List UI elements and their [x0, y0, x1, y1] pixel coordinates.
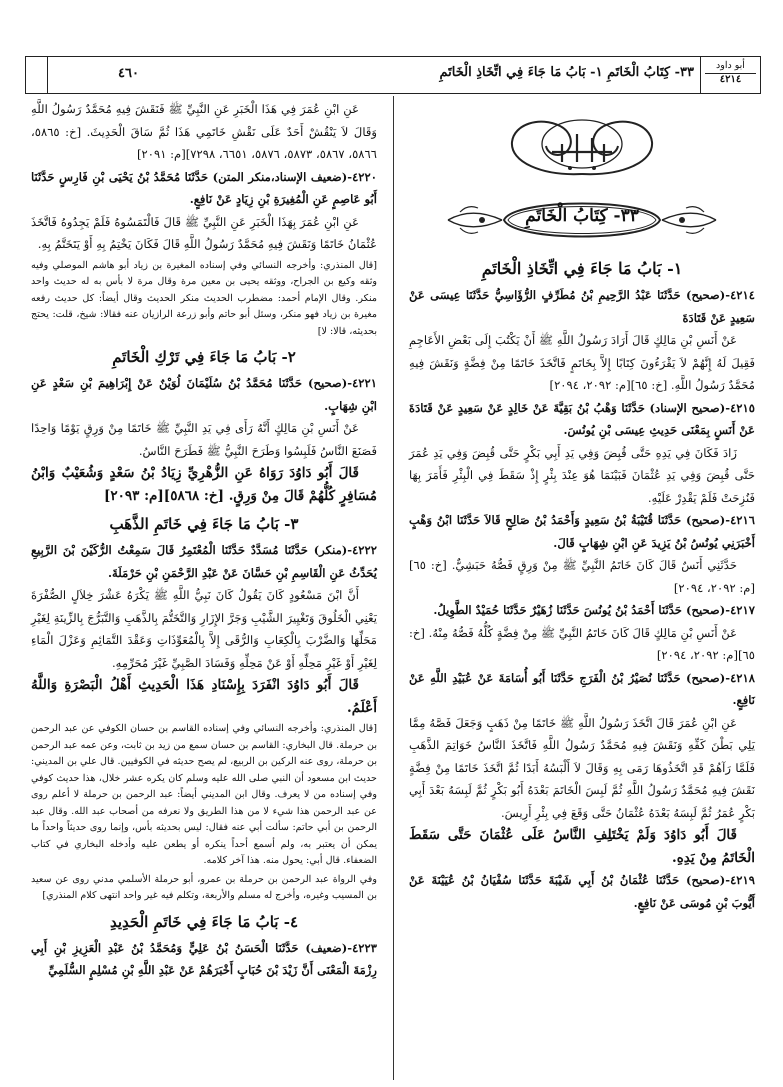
column-divider	[393, 96, 394, 1080]
running-title: ٣٣- كِتَابُ الْخَاتَمِ ١- بَابُ مَا جَاءَ فِي اتِّخَاذِ الْخَاتَمِ	[439, 65, 694, 80]
hadith-range: ٤٢١٤	[705, 73, 756, 85]
hadith-4218-text: عَنِ ابْنِ عُمَرَ قَالَ اتَّخَذَ رَسُولُ اللَّهِ ﷺ خَاتَمًا مِنْ ذَهَبٍ وَجَعَلَ فَصَّهُ مِمَّا يَلِي بَطْنَ كَفِّهِ وَنَقَشَ فِيهِ مُحَمَّدٌ رَسُولُ اللَّهِ فَاتَّخَذَ النَّاسُ خَوَاتِمَ الذَّهَبِ فَلَمَّا رَآهُمْ قَدِ اتَّخَذُوهَا رَمَى بِهِ وَقَالَ لاَ أَلْبَسُهُ أَبَدًا ثُمَّ اتَّخَذَ خَاتَمًا مِنْ فِضَّةٍ نَقَشَ فِيهِ مُحَمَّدٌ رَسُولُ اللَّهِ ثُمَّ لَبِسَ الْخَاتَمَ بَعْدَهُ أَبُو بَكْرٍ ثُمَّ لَبِسَهُ بَعْدَ أَبِي بَكْرٍ عُمَرُ ثُمَّ لَبِسَهُ بَعْدَهُ عُثْمَانُ حَتَّى وَقَعَ فِي بِئْرِ أَرِيسَ.	[409, 715, 755, 820]
hadith-4220-isnad: ٤٢٢٠-(ضعيف الإسناد،منكر المتن) حَدَّثَنَا مُحَمَّدُ بْنُ يَحْيَى بْنِ فَارِسٍ حَدَّثَنَا أَبُو عَاصِمٍ عَنِ الْمُغِيرَةِ بْنِ زِيَادٍ عَنْ نَافِعٍ.	[31, 169, 377, 206]
hadith-4216-isnad: ٤٢١٦-(صحيح) حَدَّثَنَا قُتَيْبَةُ بْنُ سَعِيدٍ وَأَحْمَدُ بْنُ صَالِحٍ قَالاَ حَدَّثَنَا ابْنُ وَهْبٍ أَخْبَرَنِي يُونُسُ بْنُ يَزِيدَ عَنِ ابْنِ شِهَابٍ قَالَ.	[409, 513, 755, 550]
basmala-calligraphy-logo	[482, 104, 682, 186]
chapter-heading-1: ١- بَابُ مَا جَاءَ فِي اتِّخَاذِ الْخَاتَمِ	[481, 259, 683, 278]
hadith-4223-isnad: ٤٢٢٣-(ضعيف) حَدَّثَنَا الْحَسَنُ بْنُ عَلِيٍّ وَمُحَمَّدُ بْنُ عَبْدِ الْعَزِيزِ بْنِ أَبِي رِزْمَةَ الْمَعْنَى أَنَّ زَيْدَ بْنَ حُبَابٍ أَخْبَرَهُمْ عَنْ عَبْدِ اللَّهِ بْنِ مُسْلِمٍ السُّلَمِيِّ	[31, 940, 377, 977]
left-column	[31, 98, 377, 982]
hadith-4215-isnad: ٤٢١٥-(صحيح الإسناد) حَدَّثَنَا وَهْبُ بْنُ بَقِيَّةَ عَنْ خَالِدٍ عَنْ سَعِيدٍ عَنْ قَتَادَةَ عَنْ أَنَسٍ بِمَعْنَى حَدِيثِ عِيسَى بْنِ يُونُسَ.	[409, 400, 755, 437]
page-number: ٤٦٠	[118, 66, 139, 81]
book-title-ornament	[442, 190, 722, 250]
mundhiri-note-1: [قال المنذري: وأخرجه النسائي وفي إسناده المغيرة بن زياد أبو هاشم الموصلي وفيه وثقه وكيع بن الجراح، ووثقه يحيى بن معين مرة وقال مرة لا بأس به له حديث واحد منكر. وقال الإمام أحمد: مضطرب الحديث منكر الحديث وقال أيضاً: كل حديث رفعه مغيرة بن زياد فهو منكر، وسئل أبو حاتم وأبو زرعة الرازيان عنه فقالا: شيخ، قلت: يحتج بحديثه، قالا: لا]	[31, 259, 377, 337]
hadith-4219-text: عَنِ ابْنِ عُمَرَ فِي هَذَا الْخَبَرِ عَنِ النَّبِيِّ ﷺ فَنَقَشَ فِيهِ مُحَمَّدٌ رَسُولُ اللَّهِ وَقَالَ لاَ يَنْقُشْ أَحَدٌ عَلَى نَقْشِ خَاتَمِي هَذَا ثُمَّ سَاقَ الْحَدِيثَ. [خ: ٥٨٦٥، ٥٨٦٦، ٥٨٦٧، ٥٨٧٣، ٥٨٧٦، ٦٦٥١، ٧٢٩٨][م: ٢٠٩١]	[31, 102, 377, 161]
mundhiri-note-3: وفي الرواة عبد الرحمن بن حرملة بن عمرو، أبو حرملة الأسلمي مدني روى عن سعيد بن المسيب وغيره، وأخرج له مسلم والأربعة، وتكلم فيه غير واحد انتهى كلام المنذري]	[31, 873, 377, 901]
hadith-4221-isnad: ٤٢٢١-(صحيح) حَدَّثَنَا مُحَمَّدُ بْنُ سُلَيْمَانَ لُوَيْنٌ عَنْ إِبْرَاهِيمَ بْنِ سَعْدٍ عَنِ ابْنِ شِهَابٍ.	[31, 376, 377, 413]
hadith-4220-text: عَنِ ابْنِ عُمَرَ بِهَذَا الْخَبَرِ عَنِ النَّبِيِّ ﷺ قَالَ فَالْتَمَسُوهُ فَلَمْ يَجِدُوهُ فَاتَّخَذَ عُثْمَانُ خَاتَمًا وَنَقَشَ فِيهِ مُحَمَّدٌ رَسُولُ اللَّهِ قَالَ فَكَانَ يَخْتِمُ بِهِ أَوْ يَتَخَتَّمُ بِهِ.	[31, 214, 377, 251]
abu-dawud-comment-2: قَالَ أَبُو دَاوُدَ رَوَاهُ عَنِ الزُّهْرِيِّ زِيَادُ بْنُ سَعْدٍ وَشُعَيْبٌ وَابْنُ مُسَافِرٍ كُلُّهُمْ قَالَ مِنْ وَرِقٍ. [خ: ٥٨٦٨][م: ٢٠٩٣]	[31, 465, 377, 504]
abu-dawud-comment: قَالَ أَبُو دَاوُدَ وَلَمْ يَخْتَلِفِ النَّاسُ عَلَى عُثْمَانَ حَتَّى سَقَطَ الْخَاتَمُ مِنْ يَدِهِ.	[409, 827, 755, 866]
header-book-box	[700, 57, 760, 93]
chapter-heading-4: ٤- بَابُ مَا جَاءَ فِي خَاتَمِ الْحَدِيدِ	[109, 912, 298, 931]
chapter-heading-3: ٣- بَابُ مَا جَاءَ فِي خَاتَمِ الذَّهَبِ	[109, 515, 299, 533]
chapter-heading-2: ٢- بَابُ مَا جَاءَ فِي تَرْكِ الْخَاتَمِ	[112, 348, 296, 366]
hadith-4215-text: زَادَ فَكَانَ فِي يَدِهِ حَتَّى قُبِضَ وَفِي يَدِ أَبِي بَكْرٍ حَتَّى قُبِضَ وَفِي يَدِ عُمَرَ حَتَّى قُبِضَ وَفِي يَدِ عُثْمَانَ فَبَيْنَمَا هُوَ عِنْدَ بِئْرٍ إِذْ سَقَطَ فِي الْبِئْرِ فَأَمَرَ بِهَا فَنُزِحَتْ فَلَمْ يَقْدِرْ عَلَيْهِ.	[409, 445, 755, 505]
hadith-4219-isnad: ٤٢١٩-(صحيح) حَدَّثَنَا عُثْمَانُ بْنُ أَبِي شَيْبَةَ حَدَّثَنَا سُفْيَانُ بْنُ عُيَيْنَةَ عَنْ أَيُّوبَ بْنِ مُوسَى عَنْ نَافِعٍ.	[409, 873, 755, 910]
hadith-4222-isnad: ٤٢٢٢-(منكر) حَدَّثَنَا مُسَدَّدٌ حَدَّثَنَا الْمُعْتَمِرُ قَالَ سَمِعْتُ الرُّكَيْنَ بْنَ الرَّبِيعِ يُحَدِّثُ عَنِ الْقَاسِمِ بْنِ حَسَّانَ عَنْ عَبْدِ الرَّحْمَنِ بْنِ حَرْمَلَةَ.	[31, 543, 377, 580]
hadith-4217-isnad: ٤٢١٧-(صحيح) حَدَّثَنَا أَحْمَدُ بْنُ يُونُسَ حَدَّثَنَا زُهَيْرٌ حَدَّثَنَا حُمَيْدٌ الطَّوِيلُ.	[433, 603, 755, 617]
hadith-4222-text: أَنَّ ابْنَ مَسْعُودٍ كَانَ يَقُولُ كَانَ نَبِيُّ اللَّهِ ﷺ يَكْرَهُ عَشْرَ خِلاَلٍ الصُّفْرَةَ يَعْنِي الْخَلُوقَ وَتَغْيِيرَ الشَّيْبِ وَجَرَّ الإِزَارِ وَالتَّخَتُّمَ بِالذَّهَبِ وَالتَّبَرُّجَ بِالزِّينَةِ لِغَيْرِ مَحَلِّهَا وَالضَّرْبَ بِالْكِعَابِ وَالرُّقَى إِلاَّ بِالْمُعَوِّذَاتِ وَعَقْدَ التَّمَائِمِ وَعَزْلَ الْمَاءِ لِغَيْرِ أَوْ غَيْرِ مَحِلِّهِ أَوْ عَنْ مَحِلِّهِ وَفَسَادَ الصَّبِيِّ غَيْرَ مُحَرِّمِهِ.	[31, 588, 377, 670]
abu-dawud-comment-3: قَالَ أَبُو دَاوُدَ انْفَرَدَ بِإِسْنَادِ هَذَا الْحَدِيثِ أَهْلُ الْبَصْرَةِ وَاللَّهُ أَعْلَمُ.	[31, 677, 377, 716]
header-left-box	[26, 57, 48, 93]
page	[25, 56, 761, 1080]
right-column	[409, 98, 755, 914]
hadith-4218-isnad: ٤٢١٨-(صحيح) حَدَّثَنَا نُصَيْرُ بْنُ الْفَرَجِ حَدَّثَنَا أَبُو أُسَامَةَ عَنْ عُبَيْدِ اللَّهِ عَنْ نَافِعٍ.	[409, 670, 755, 707]
hadith-4217-text: عَنْ أَنَسِ بْنِ مَالِكٍ قَالَ كَانَ خَاتَمُ النَّبِيِّ ﷺ مِنْ فِضَّةٍ كُلُّهُ فَصُّهُ مِنْهُ. [خ: ٦٥][م: ٢٠٩٢، ٢٠٩٤]	[409, 625, 755, 662]
page-header	[25, 56, 761, 94]
hadith-4221-text: عَنْ أَنَسِ بْنِ مَالِكٍ أَنَّهُ رَأَى فِي يَدِ النَّبِيِّ ﷺ خَاتَمًا مِنْ وَرِقٍ يَوْمًا وَاحِدًا فَصَنَعَ النَّاسُ فَلَبِسُوا وَطَرَحَ النَّبِيُّ ﷺ فَطَرَحَ النَّاسُ.	[31, 421, 377, 458]
hadith-4214-text: عَنْ أَنَسِ بْنِ مَالِكٍ قَالَ أَرَادَ رَسُولُ اللَّهِ ﷺ أَنْ يَكْتُبَ إِلَى بَعْضِ الأَعَاجِمِ فَقِيلَ لَهُ إِنَّهُمْ لاَ يَقْرَءُونَ كِتَابًا إِلاَّ بِخَاتَمٍ فَاتَّخَذَ خَاتَمًا مِنْ فِضَّةٍ وَنَقَشَ فِيهِ مُحَمَّدٌ رَسُولُ اللَّهِ. [خ: ٦٥][م: ٢٠٩٢، ٢٠٩٤]	[409, 333, 755, 392]
mundhiri-note-2: [قال المنذري: وأخرجه النسائي وفي إسناده القاسم بن حسان الكوفي عن عبد الرحمن بن حرملة. قال البخاري: القاسم بن حسان سمع من زيد بن ثابت، وعن عمه عبد الرحمن بن حرملة، روى عنه الركين بن الربيع، لم يصح حديثه في الكوفيين. قال علي بن المديني: حديث ابن مسعود أن النبي صلى الله عليه وسلم كان يكره عشر خلال، هذا حديث كوفي وفي إسناده من لا يعرف. وقال ابن المديني أيضاً: عبد الرحمن بن حرملة لا أعلم روى عن عبد الرحمن هذا شيء لا من هذا الطريق ولا نعرفه من أصحاب عبد الله. وقال عبد الرحمن بن أبي حاتم: سألت أبي عنه فقال: ليس بحديثه بأس، وإنما روى حديثاً واحداً ما يمكن أن يعتبر به، ولم أسمع أحداً ينكره أو يطعن عليه وأدخله البخاري في كتاب الضعفاء. قال أبي: يحول منه. هذا آخر كلامه.	[31, 723, 377, 866]
hadith-4214-isnad: ٤٢١٤-(صحيح) حَدَّثَنَا عَبْدُ الرَّحِيمِ بْنُ مُطَرِّفٍ الرُّؤَاسِيُّ حَدَّثَنَا عِيسَى عَنْ سَعِيدٍ عَنْ قَتَادَةَ	[409, 288, 755, 325]
basmala-icon	[482, 104, 682, 186]
hadith-4216-text: حَدَّثَنِي أَنَسٌ قَالَ كَانَ خَاتَمُ النَّبِيِّ ﷺ مِنْ وَرِقٍ فَصُّهُ حَبَشِيٌّ. [خ: ٦٥][م: ٢٠٩٢، ٢٠٩٤]	[409, 558, 755, 595]
book-title: ٣٣- كِتَابُ الْخَاتَمِ	[525, 206, 639, 226]
book-name: أبو داود	[716, 60, 745, 71]
